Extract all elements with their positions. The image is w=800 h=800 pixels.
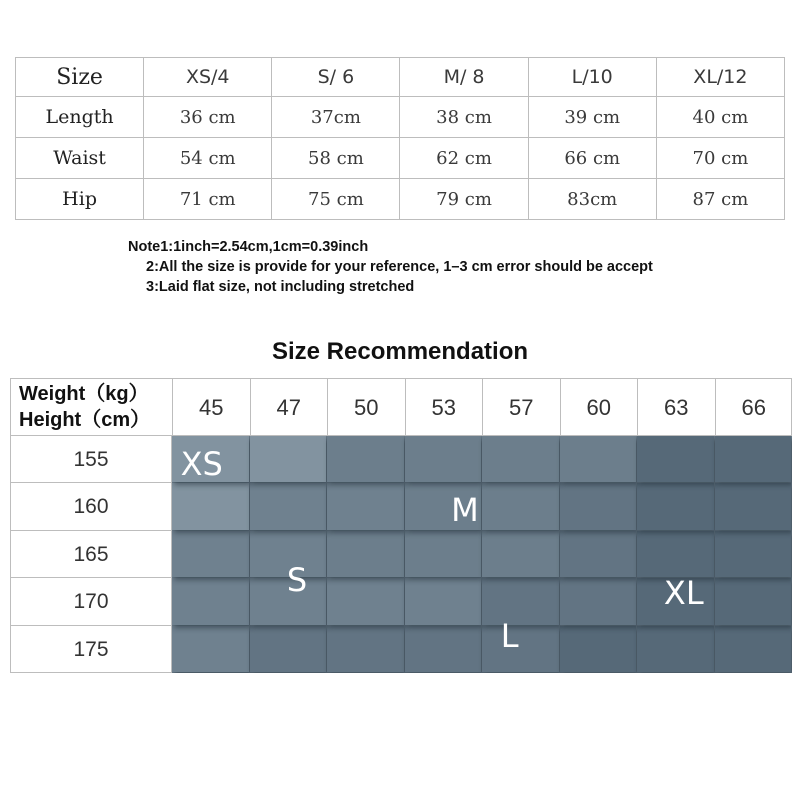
size-zone-cell [482, 578, 559, 624]
table-cell: 38 cm [400, 97, 528, 138]
size-zone-cell [172, 578, 249, 624]
weight-header-cell: 50 [327, 379, 405, 435]
size-header-cell: S/ 6 [272, 58, 400, 97]
weight-header-row [10, 378, 792, 436]
size-zone-cell [560, 436, 637, 482]
size-zone-cell [405, 531, 482, 577]
corner-weight-label: Weight（kg） [19, 383, 149, 405]
size-zone-cell [560, 483, 637, 529]
recommendation-grid [172, 436, 792, 673]
size-zone-cell [560, 578, 637, 624]
weight-header-cell: 63 [637, 379, 715, 435]
size-row-waist [16, 138, 785, 179]
size-zone-cell [715, 531, 792, 577]
size-header-cell: L/10 [528, 58, 656, 97]
table-cell: 66 cm [528, 138, 656, 179]
size-header-cell: M/ 8 [400, 58, 528, 97]
table-cell: 54 cm [144, 138, 272, 179]
weight-header-cell: 66 [715, 379, 793, 435]
size-zone-label: S [286, 560, 308, 599]
size-zone-cell [715, 483, 792, 529]
size-zone-cell [327, 578, 404, 624]
size-zone-cell [560, 531, 637, 577]
size-row-length [16, 97, 785, 138]
corner-label [19, 381, 174, 433]
size-zone-cell [405, 626, 482, 672]
table-cell: 75 cm [272, 179, 400, 220]
weight-header-cell: 60 [560, 379, 638, 435]
corner-height-label: Height（cm） [19, 409, 151, 431]
size-zone-cell [327, 626, 404, 672]
table-cell: 39 cm [528, 97, 656, 138]
size-row-hip [16, 179, 785, 220]
table-cell: 83cm [528, 179, 656, 220]
table-cell: 36 cm [144, 97, 272, 138]
height-row-label: 175 [73, 637, 109, 661]
size-header-label: Size [16, 58, 144, 97]
size-zone-label: L [500, 616, 519, 655]
size-zone-cell [482, 436, 559, 482]
row-label: Hip [16, 179, 144, 220]
height-row-label: 155 [11, 436, 171, 483]
note-line: 2:All the size is provide for your reference, 1–3 cm error should be accept [146, 259, 653, 275]
size-zone-cell [172, 626, 249, 672]
size-zone-cell [250, 436, 327, 482]
table-cell: 37cm [272, 97, 400, 138]
size-zone-cell [637, 531, 714, 577]
height-row-label: 165 [11, 531, 171, 578]
height-row-label: 160 [11, 483, 171, 530]
size-zone-cell [482, 531, 559, 577]
size-header-cell: XS/4 [144, 58, 272, 97]
size-zone-label: XL [663, 574, 704, 613]
size-zone-cell [637, 436, 714, 482]
recommendation-title: Size Recommendation [271, 338, 529, 365]
weight-header-cell: 53 [405, 379, 483, 435]
weight-header-cell: 45 [172, 379, 250, 435]
size-header-row [16, 58, 785, 97]
size-zone-cell [250, 626, 327, 672]
weight-header-cell: 57 [482, 379, 560, 435]
size-zone-cell [560, 626, 637, 672]
note-line: Note1:1inch=2.54cm,1cm=0.39inch [128, 239, 369, 255]
table-cell: 58 cm [272, 138, 400, 179]
size-zone-cell [172, 531, 249, 577]
size-zone-cell [715, 578, 792, 624]
row-label: Waist [16, 138, 144, 179]
table-cell: 62 cm [400, 138, 528, 179]
size-header-cell: XL/12 [656, 58, 784, 97]
weight-header-cell: 47 [250, 379, 328, 435]
size-zone-cell [250, 483, 327, 529]
size-zone-cell [172, 483, 249, 529]
size-zone-label: M [451, 490, 479, 529]
height-row-label: 170 [11, 578, 171, 625]
size-zone-cell [637, 483, 714, 529]
size-zone-cell [405, 436, 482, 482]
table-cell: 87 cm [656, 179, 784, 220]
size-recommendation-matrix [10, 378, 792, 673]
size-zone-cell [482, 483, 559, 529]
table-cell: 40 cm [656, 97, 784, 138]
size-zone-label: XS [180, 444, 223, 483]
height-labels [10, 436, 172, 673]
size-zone-cell [405, 578, 482, 624]
size-zone-cell [482, 626, 559, 672]
size-zone-cell [327, 436, 404, 482]
size-chart-table [15, 57, 785, 220]
row-label: Length [16, 97, 144, 138]
notes [128, 237, 653, 297]
table-cell: 79 cm [400, 179, 528, 220]
note-line: 3:Laid flat size, not including stretched [146, 279, 415, 295]
size-zone-cell [715, 436, 792, 482]
table-cell: 71 cm [144, 179, 272, 220]
size-zone-cell [327, 483, 404, 529]
size-zone-cell [637, 626, 714, 672]
size-zone-cell [327, 531, 404, 577]
table-cell: 70 cm [656, 138, 784, 179]
size-zone-cell [715, 626, 792, 672]
